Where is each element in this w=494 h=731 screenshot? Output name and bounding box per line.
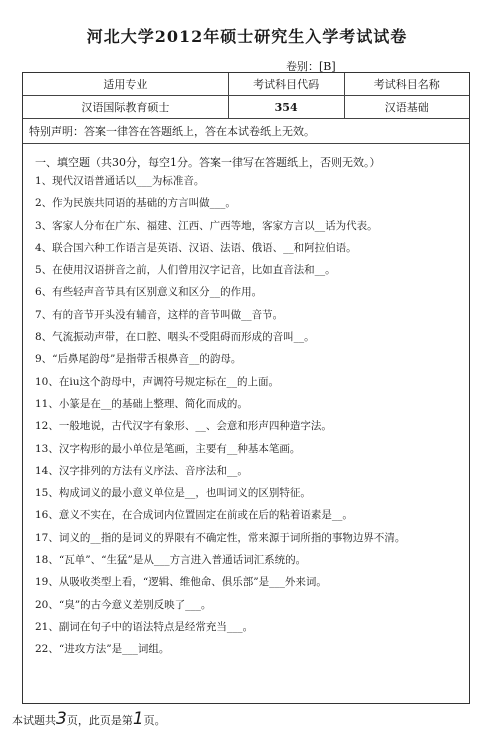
question-item: 12、一般地说，古代汉字有象形、__、会意和形声四种造字法。 xyxy=(35,420,332,433)
question-item: 13、汉字构形的最小单位是笔画，主要有__种基本笔画。 xyxy=(35,442,301,455)
exam-title: 河北大学2012年硕士研究生入学考试试卷 xyxy=(86,27,408,46)
header-subject: 考试科目名称 xyxy=(344,73,469,96)
question-item: 19、从吸收类型上看，“逻辑、维他命、俱乐部”是___外来词。 xyxy=(35,576,327,589)
page-footer xyxy=(12,709,166,729)
cell-subject: 汉语基础 xyxy=(344,96,469,119)
question-item: 5、在使用汉语拼音之前，人们曾用汉字记音，比如直音法和__。 xyxy=(35,264,336,277)
paper-version: 卷别：[B] xyxy=(286,60,336,73)
section-heading: 一、填空题（共30分，每空1分。答案一律写在答题纸上，否则无效。） xyxy=(35,156,381,169)
exam-sheet xyxy=(22,72,470,704)
question-item: 18、“瓦单”、“生猛”是从___方言进入普通话词汇系统的。 xyxy=(35,554,307,567)
question-item: 7、有的音节开头没有辅音，这样的音节叫做__音节。 xyxy=(35,308,284,321)
question-item: 8、气流振动声带，在口腔、咽头不受阻碍而形成的音叫__。 xyxy=(35,331,315,344)
question-item: 16、意义不实在，在合成词内位置固定在前或在后的粘着语素是__。 xyxy=(35,509,353,522)
question-item: 21、副词在句子中的语法特点是经常充当___。 xyxy=(35,620,254,633)
question-item: 9、“后鼻尾韵母”是指带舌根鼻音__的韵母。 xyxy=(35,353,242,366)
special-notice: 特别声明：答案一律答在答题纸上，答在本试卷纸上无效。 xyxy=(23,119,469,144)
cell-major: 汉语国际教育硕士 xyxy=(23,96,228,119)
question-item: 1、现代汉语普通话以___为标准音。 xyxy=(35,175,205,187)
cell-code: 354 xyxy=(228,96,344,119)
question-item: 4、联合国六种工作语言是英语、汉语、法语、俄语、__和阿拉伯语。 xyxy=(35,241,357,254)
current-page: 1 xyxy=(132,709,144,729)
question-list xyxy=(23,170,469,661)
question-item: 22、“进攻方法”是___词组。 xyxy=(35,643,170,656)
question-item: 15、构成词义的最小意义单位是__，也叫词义的区别特征。 xyxy=(35,487,311,500)
footer-middle: 页，此页是第 xyxy=(66,714,133,727)
question-item: 2、作为民族共同语的基础的方言叫做___。 xyxy=(35,197,236,210)
subject-table xyxy=(23,73,469,119)
question-item: 17、词义的__指的是词义的界限有不确定性，常来源于词所指的事物边界不清。 xyxy=(35,531,406,544)
question-item: 3、客家人分布在广东、福建、江西、广西等地，客家方言以__话为代表。 xyxy=(35,219,378,232)
question-item: 10、在iu这个韵母中，声调符号规定标在__的上面。 xyxy=(35,375,279,388)
header-code: 考试科目代码 xyxy=(228,73,344,96)
question-item: 20、“臭”的古今意义差别反映了___。 xyxy=(35,598,212,611)
question-item: 11、小篆是在__的基础上整理、简化而成的。 xyxy=(35,397,248,410)
question-item: 14、汉字排列的方法有义序法、音序法和__。 xyxy=(35,464,248,477)
question-item: 6、有些轻声音节具有区别意义和区分__的作用。 xyxy=(35,286,263,299)
header-major: 适用专业 xyxy=(23,73,228,96)
total-pages: 3 xyxy=(56,709,67,729)
footer-suffix: 页。 xyxy=(143,714,166,727)
footer-prefix: 本试题共 xyxy=(12,714,56,727)
